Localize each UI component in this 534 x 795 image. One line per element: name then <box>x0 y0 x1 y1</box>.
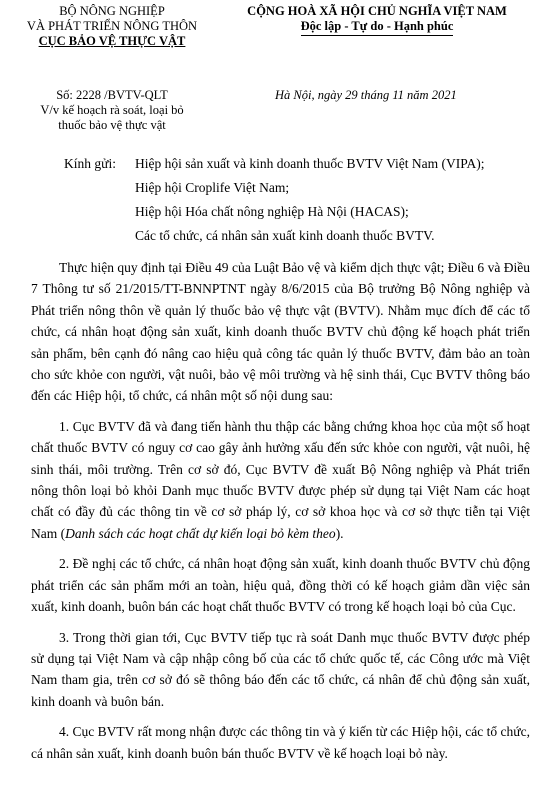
document-number: Số: 2228 /BVTV-QLT <box>56 88 168 102</box>
recipient-item: Các tổ chức, cá nhân sản xuất kinh doanh thuốc BVTV. <box>135 228 435 243</box>
item-paragraph-2: 2. Đề nghị các tổ chức, cá nhân hoạt động sản xuất, kinh doanh thuốc BVTV chủ động phát triển các sản phẩm mới an toàn, hiệu quả, đồng thời có kế hoạch giảm dần việc sản xuất, kinh doanh, buôn bán các hoạt chất thuốc BVTV có trong kế hoạch loại bỏ của Cục. <box>31 556 530 615</box>
item-1-italic-text: Danh sách các hoạt chất dự kiến loại bỏ kèm theo <box>65 525 336 541</box>
recipients-block <box>64 152 530 248</box>
ministry-name-line1: BỘ NÔNG NGHIỆP <box>59 4 165 18</box>
national-title: CỘNG HOÀ XÃ HỘI CHỦ NGHĨA VIỆT NAM <box>247 4 507 18</box>
agency-name-text: CỤC BẢO VỆ THỰC VẬT <box>38 34 186 48</box>
subject-line-1: V/v kế hoạch rà soát, loại bỏ <box>40 103 184 117</box>
agency-name <box>6 34 218 49</box>
agency-header <box>6 4 218 49</box>
item-paragraph-3: 3. Trong thời gian tới, Cục BVTV tiếp tục rà soát Danh mục thuốc BVTV được phép sử dụng tại Việt Nam và cập nhập công bố của các tổ chức quốc tế, các Công ước mà Việt Nam tham gia, trên cơ sở đó sẽ thông báo đến các tổ chức, cá nhân để chủ động sản xuất, kinh doanh và buôn bán. <box>31 629 530 709</box>
ministry-name-line2: VÀ PHÁT TRIỂN NÔNG THÔN <box>26 19 198 33</box>
item-paragraph-1 <box>31 416 530 544</box>
recipient-item: Hiệp hội Hóa chất nông nghiệp Hà Nội (HACAS); <box>135 204 409 219</box>
item-paragraph-4: 4. Cục BVTV rất mong nhận được các thông tin và ý kiến từ các Hiệp hội, các tổ chức, cá nhân sản xuất, kinh doanh buôn bán thuốc BVTV về kế hoạch loại bỏ này. <box>31 724 530 761</box>
recipient-item: Hiệp hội sản xuất và kinh doanh thuốc BVTV Việt Nam (VIPA); <box>135 156 485 171</box>
national-motto: Độc lập - Tự do - Hạnh phúc <box>301 19 454 36</box>
letter-body <box>31 257 530 773</box>
document-date: Hà Nội, ngày 29 tháng 11 năm 2021 <box>275 88 457 102</box>
item-1-end: ). <box>335 525 344 541</box>
recipient-item: Hiệp hội Croplife Việt Nam; <box>135 180 290 195</box>
national-header <box>222 4 532 36</box>
recipients-label: Kính gửi: <box>64 156 116 171</box>
subject-line-2: thuốc bảo vệ thực vật <box>58 118 166 132</box>
item-1-text: 1. Cục BVTV đã và đang tiến hành thu thập các bằng chứng khoa học của một số hoạt chất thuốc BVTV có nguy cơ cao gây ảnh hưởng xấu đến sức khỏe con người, vật nuôi, hệ sinh thái, môi trường. Trên cơ sở đó, Cục BVTV đề xuất Bộ Nông nghiệp và Phát triển nông thôn loại bỏ khỏi Danh mục thuốc BVTV được phép sử dụng tại Việt Nam các hoạt chất có đầy đủ các thông tin về cơ sở pháp lý, cơ sở khoa học và cơ sở thực tiễn tại Việt Nam ( <box>31 418 530 541</box>
document-number-block <box>6 88 218 133</box>
intro-paragraph: Thực hiện quy định tại Điều 49 của Luật Bảo vệ và kiểm dịch thực vật; Điều 6 và Điều 7 Thông tư số 21/2015/TT-BNNPTNT ngày 8/6/2015 của Bộ trưởng Bộ Nông nghiệp và Phát triển nông thôn về quản lý thuốc bảo vệ thực vật (BVTV). Nhằm mục đích để các tổ chức, cá nhân hoạt động sản xuất, kinh doanh thuốc BVTV chủ động kế hoạch phát triển sản phẩm, bên cạnh đó nâng cao hiệu quả công tác quản lý thuốc BVTV, đảm bảo an toàn cho sức khỏe con người, vật nuôi, bảo vệ môi trường và hệ sinh thái, Cục BVTV thông báo đến các Hiệp hội, tổ chức, cá nhân một số nội dung sau: <box>31 260 530 404</box>
